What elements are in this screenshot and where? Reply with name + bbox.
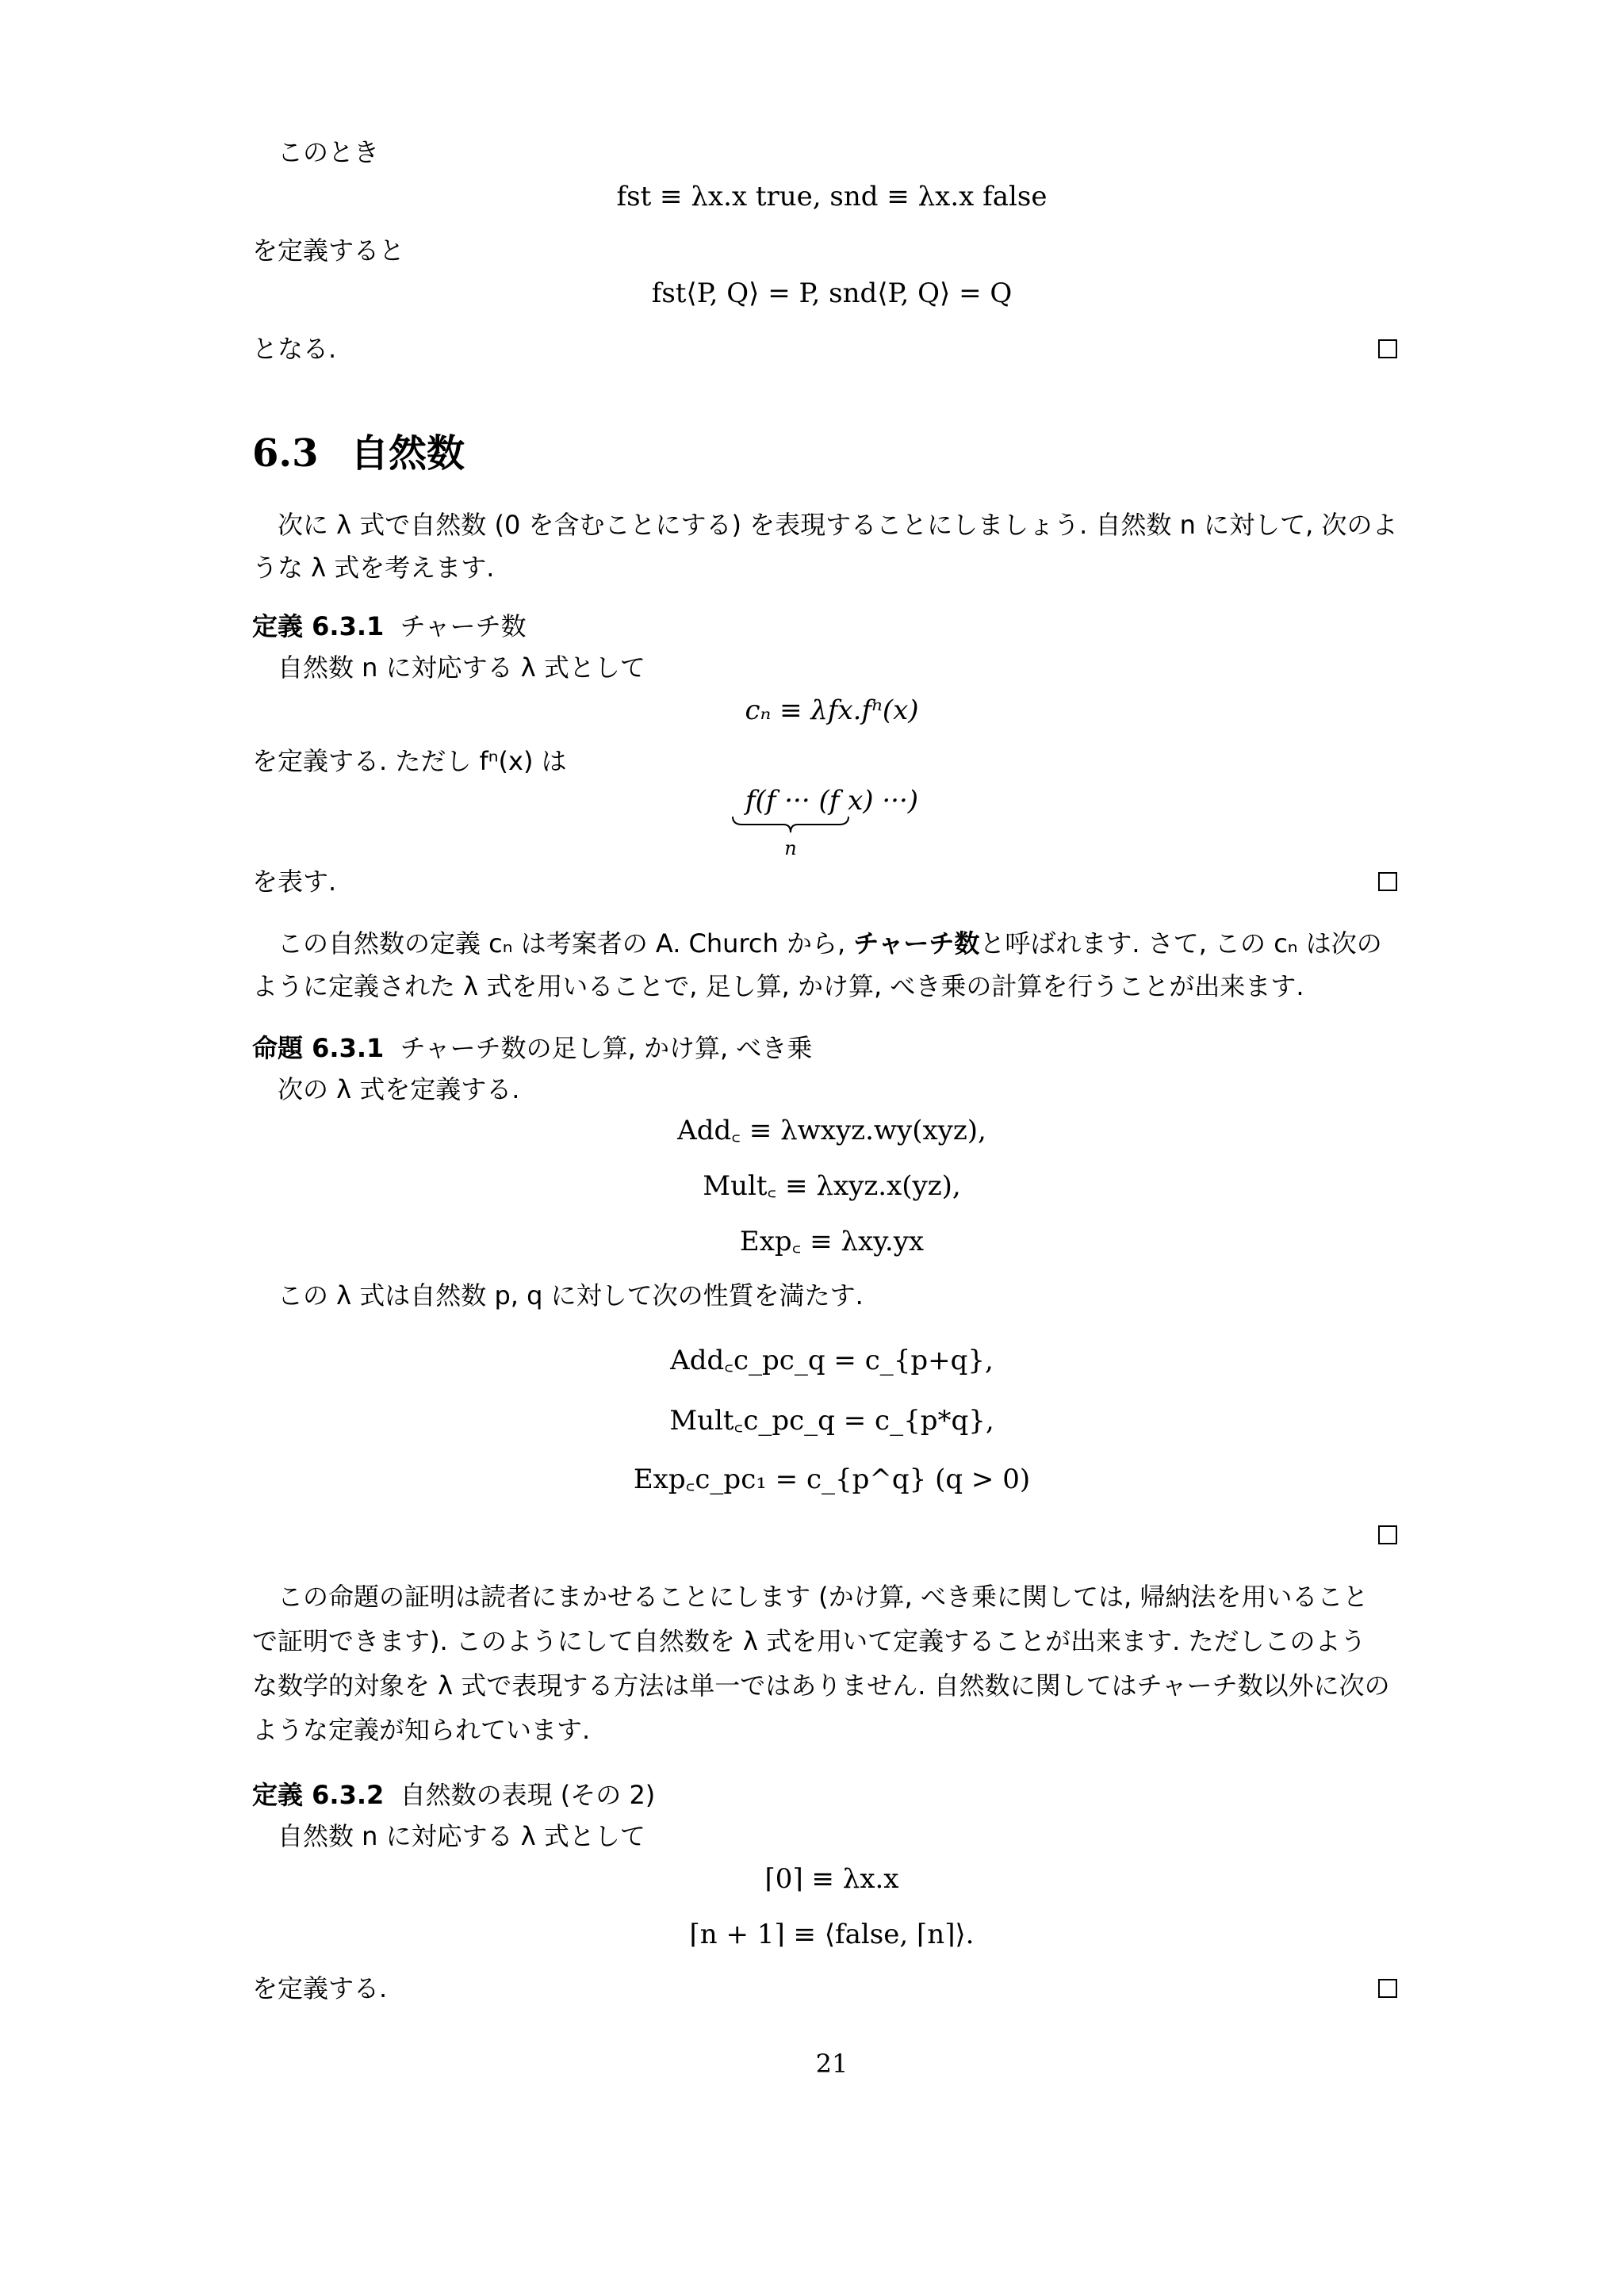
- qed-symbol: [1378, 1525, 1397, 1544]
- paragraph-fragment: この自然数の定義 cₙ は考案者の A. Church から,: [278, 928, 854, 959]
- paragraph-line: [278, 928, 1382, 959]
- equation-pair-projection: fst⟨P, Q⟩ = P, snd⟨P, Q⟩ = Q: [651, 277, 1013, 309]
- equation-zero: ⌈0⌉ ≡ λx.x: [764, 1863, 899, 1895]
- paragraph-line: この命題の証明は読者にまかせることにします (かけ算, べき乗に関しては, 帰納法を用いること: [278, 1582, 1369, 1612]
- paragraph-line: な数学的対象を λ 式で表現する方法は単一ではありません. 自然数に関してはチャーチ数以外に次の: [252, 1670, 1390, 1701]
- paragraph-line: ような定義が知られています.: [252, 1715, 591, 1745]
- paragraph-text: となる.: [252, 334, 337, 364]
- equation-fst-snd: fst ≡ λx.x true, snd ≡ λx.x false: [616, 181, 1048, 212]
- qed-symbol: [1378, 339, 1397, 358]
- intro-text: このとき: [278, 137, 380, 167]
- definition-title: 自然数の表現 (その 2): [400, 1780, 656, 1810]
- paragraph-text: を定義する.: [252, 1973, 388, 2003]
- proposition-body: 次の λ 式を定義する.: [278, 1074, 520, 1104]
- page-number: 21: [815, 2049, 848, 2079]
- section-number: 6.3: [252, 431, 319, 476]
- paragraph-line: ように定義された λ 式を用いることで, 足し算, かけ算, べき乗の計算を行うことが出来ます.: [252, 971, 1304, 1001]
- proposition-title: チャーチ数の足し算, かけ算, べき乗: [400, 1033, 813, 1063]
- paragraph-text: を定義すると: [252, 235, 405, 266]
- equation-mult: Mult꜀ ≡ λxyz.x(yz),: [703, 1170, 961, 1202]
- section-heading: [252, 428, 465, 479]
- proposition-label: 命題 6.3.1: [252, 1033, 385, 1063]
- paragraph-line: うな λ 式を考えます.: [252, 553, 495, 583]
- qed-symbol: [1378, 872, 1397, 891]
- definition-heading: [252, 1779, 655, 1811]
- paragraph-text: を定義する. ただし fⁿ(x) は: [252, 746, 567, 776]
- definition-label: 定義 6.3.1: [252, 611, 385, 641]
- equation-successor: ⌈n + 1⌉ ≡ ⟨false, ⌈n⌉⟩.: [689, 1919, 975, 1950]
- equation-church-numeral: cₙ ≡ λfx.fⁿ(x): [745, 695, 919, 726]
- proposition-body: この λ 式は自然数 p, q に対して次の性質を満たす.: [278, 1280, 864, 1311]
- qed-symbol: [1378, 1979, 1397, 1998]
- paragraph-line: で証明できます). このようにして自然数を λ 式を用いて定義することが出来ます. ただしこのよう: [252, 1626, 1366, 1656]
- definition-label: 定義 6.3.2: [252, 1780, 385, 1810]
- underbrace-label: n: [784, 837, 797, 859]
- equation-add-property: Add꜀c_pc_q = c_{p+q},: [670, 1345, 994, 1376]
- definition-body: 自然数 n に対応する λ 式として: [278, 1821, 645, 1851]
- equation-exp: Exp꜀ ≡ λxy.yx: [739, 1226, 925, 1257]
- definition-heading: [252, 610, 527, 642]
- equation-exp-property: Exp꜀c_pc₁ = c_{p^q} (q > 0): [633, 1464, 1031, 1495]
- paragraph-line: 次に λ 式で自然数 (0 を含むことにする) を表現することにしましょう. 自然数 n に対して, 次のよ: [278, 510, 1398, 540]
- definition-title: チャーチ数: [400, 611, 527, 641]
- section-title: 自然数: [350, 431, 465, 476]
- equation-add: Add꜀ ≡ λwxyz.wy(xyz),: [677, 1115, 986, 1146]
- equation-iterated-application: f(f ··· (f x) ···): [745, 785, 919, 817]
- paragraph-text: を表す.: [252, 867, 337, 897]
- equation-mult-property: Mult꜀c_pc_q = c_{p*q},: [669, 1405, 994, 1437]
- emphasized-term: チャーチ数: [853, 928, 980, 959]
- definition-body: 自然数 n に対応する λ 式として: [278, 652, 645, 683]
- proposition-heading: [252, 1032, 812, 1064]
- paragraph-fragment: と呼ばれます. さて, この cₙ は次の: [979, 928, 1382, 959]
